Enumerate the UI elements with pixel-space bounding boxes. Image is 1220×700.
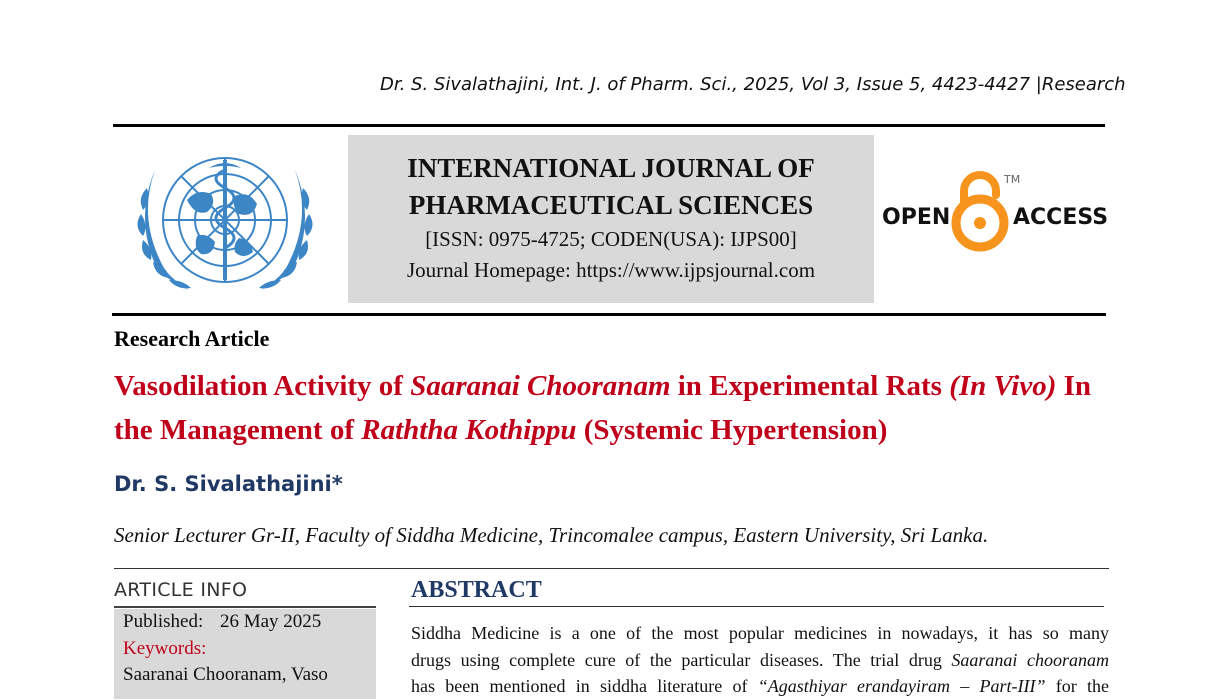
open-access-logo [880,165,1110,255]
title-part: Raththa Kothippu [361,414,577,446]
published-row [123,611,321,633]
title-part: Saaranai Chooranam [410,370,671,402]
title-part: (Systemic Hypertension) [576,414,888,446]
affiliation-divider [114,568,1109,569]
abstract-line: Siddha Medicine is a one of the most popular medicines in nowadays, it has so many [411,623,1109,643]
journal-homepage: Journal Homepage: https://www.ijpsjournal.com [406,258,816,282]
title-part: (In Vivo) [949,370,1057,402]
abstract-line-text: for the [1045,676,1109,696]
article-info-rule [114,606,376,608]
article-title [114,364,1114,452]
journal-title-line2: PHARMACEUTICAL SCIENCES [408,190,814,220]
access-word: ACCESS [1013,205,1109,230]
title-part: in Experimental Rats [670,370,950,402]
header-bottom-rule [112,313,1106,316]
published-label: Published: [123,611,204,632]
abstract-line [411,647,1109,674]
abstract-line-italic: “Agasthiyar erandayiram – Part-III” [757,676,1046,696]
journal-emblem-logo [127,140,323,306]
author-name: Dr. S. Sivalathajini* [114,472,343,496]
journal-issn: [ISSN: 0975-4725; CODEN(USA): IJPS00] [425,227,797,251]
journal-title-line1: INTERNATIONAL JOURNAL OF [407,153,815,183]
abstract-line-text: has been mentioned in siddha literature of [411,676,758,696]
trademark-mark: TM [1004,173,1021,186]
running-header-citation: Dr. S. Sivalathajini, Int. J. of Pharm. Sci., 2025, Vol 3, Issue 5, 4423-4427 |Research [380,74,1126,95]
keywords-text: Saaranai Chooranam, Vaso [123,664,328,685]
open-word: OPEN [882,205,951,230]
keywords-label: Keywords: [123,638,207,659]
abstract-body [411,620,1109,700]
article-info-box [114,609,376,699]
author-affiliation: Senior Lecturer Gr-II, Faculty of Siddha Medicine, Trincomalee campus, Eastern University, Sri Lanka. [114,523,989,547]
title-part: Vasodilation Activity of [114,370,411,402]
abstract-rule [409,606,1104,607]
article-info-heading: ARTICLE INFO [114,579,248,601]
abstract-line-italic: Saaranai chooranam [951,649,1110,670]
published-date: 26 May 2025 [219,611,322,632]
article-type-label: Research Article [114,326,270,351]
title-part: In the Management of [114,370,1092,446]
abstract-line-text: drugs using complete cure of the particular diseases. The trial drug [411,649,952,670]
journal-title-box [348,135,874,303]
abstract-line [411,673,1109,700]
header-top-rule [113,124,1105,127]
abstract-heading: ABSTRACT [411,577,542,603]
